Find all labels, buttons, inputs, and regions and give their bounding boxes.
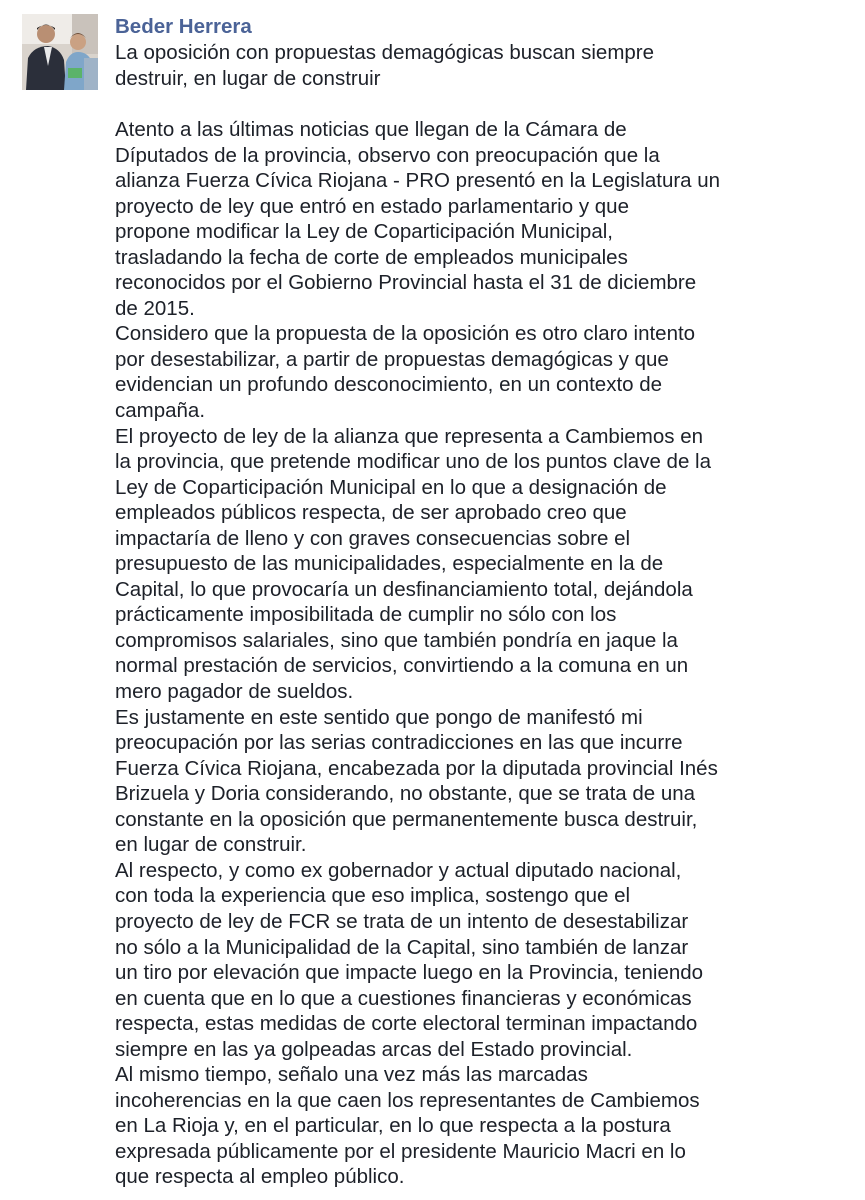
body-line: siempre en las ya golpeadas arcas del Estado provincial. — [115, 1037, 633, 1061]
body-line: evidencian un profundo desconocimiento, en un contexto de — [115, 373, 663, 397]
body-line: alianza Fuerza Cívica Riojana - PRO presentó en la Legislatura un — [115, 169, 721, 193]
body-line: trasladando la fecha de corte de empleados municipales — [115, 245, 628, 269]
body-line: Brizuela y Doria considerando, no obstante, que se trata de una — [115, 782, 696, 806]
body-line: de 2015. — [115, 296, 195, 320]
body-line: proyecto de ley de FCR se trata de un intento de desestabilizar — [115, 909, 689, 933]
author-name-link[interactable]: Beder Herrera — [115, 15, 252, 38]
body-line: en lugar de construir. — [115, 833, 307, 857]
body-line: Díputados de la provincia, observo con preocupación que la — [115, 143, 660, 167]
body-line: proyecto de ley que entró en estado parlamentario y que — [115, 194, 629, 218]
body-line: reconocidos por el Gobierno Provincial hasta el 31 de diciembre — [115, 271, 697, 295]
body-line: constante en la oposición que permanentemente busca destruir, — [115, 807, 698, 831]
headline-line: destruir, en lugar de construir — [115, 66, 381, 90]
body-line: Considero que la propuesta de la oposición es otro claro intento — [115, 322, 696, 346]
body-line: normal prestación de servicios, convirtiendo a la comuna en un — [115, 654, 689, 678]
body-line: en La Rioja y, en el particular, en lo que respecta a la postura — [115, 1114, 671, 1138]
body-line: respecta, estas medidas de corte electoral terminan impactando — [115, 1012, 698, 1036]
body-line: impactaría de lleno y con graves consecuencias sobre el — [115, 526, 631, 550]
body-line: presupuesto de las municipalidades, especialmente en la de — [115, 552, 664, 576]
body-line: compromisos salariales, sino que también pondría en jaque la — [115, 628, 678, 652]
body-line: Es justamente en este sentido que pongo de manifestó mi — [115, 705, 643, 729]
headline-line: La oposición con propuestas demagógicas buscan siempre — [115, 41, 655, 64]
body-line: Ley de Coparticipación Municipal en lo que a designación de — [115, 475, 667, 499]
body-line: Al respecto, y como ex gobernador y actual diputado nacional, — [115, 858, 682, 882]
body-line: que respecta al empleo público. — [115, 1165, 405, 1189]
body-line: campaña. — [115, 399, 206, 423]
body-line: preocupación por las serias contradicciones en las que incurre — [115, 731, 683, 755]
body-line: no sólo a la Municipalidad de la Capital, sino también de lanzar — [115, 935, 689, 959]
body-line: Al mismo tiempo, señalo una vez más las marcadas — [115, 1063, 588, 1087]
body-line: empleados públicos respecta, de ser aprobado creo que — [115, 501, 627, 525]
body-line: Fuerza Cívica Riojana, encabezada por la diputada provincial Inés — [115, 756, 718, 780]
post-headline — [115, 40, 855, 91]
body-line: Capital, lo que provocaría un desfinanciamiento total, dejándola — [115, 577, 693, 601]
body-line: incoherencias en la que caen los representantes de Cambiemos — [115, 1088, 700, 1112]
body-line: prácticamente imposibilitada de cumplir no sólo con los — [115, 603, 617, 627]
body-line: Atento a las últimas noticias que llegan de la Cámara de — [115, 118, 627, 141]
body-line: expresada públicamente por el presidente Mauricio Macri en lo — [115, 1139, 686, 1163]
body-line: El proyecto de ley de la alianza que representa a Cambiemos en — [115, 424, 704, 448]
body-line: en cuenta que en lo que a cuestiones financieras y económicas — [115, 986, 692, 1010]
author-avatar[interactable] — [22, 14, 98, 90]
body-line: la provincia, que pretende modificar uno de los puntos clave de la — [115, 450, 712, 474]
body-line: un tiro por elevación que impacte luego en la Provincia, teniendo — [115, 961, 704, 985]
body-line: propone modificar la Ley de Coparticipación Municipal, — [115, 220, 613, 244]
post-body — [115, 117, 860, 1190]
body-line: por desestabilizar, a partir de propuestas demagógicas y que — [115, 347, 669, 371]
body-line: con toda la experiencia que eso implica, sostengo que el — [115, 884, 631, 908]
body-line: mero pagador de sueldos. — [115, 680, 354, 704]
avatar-photo — [22, 14, 98, 90]
